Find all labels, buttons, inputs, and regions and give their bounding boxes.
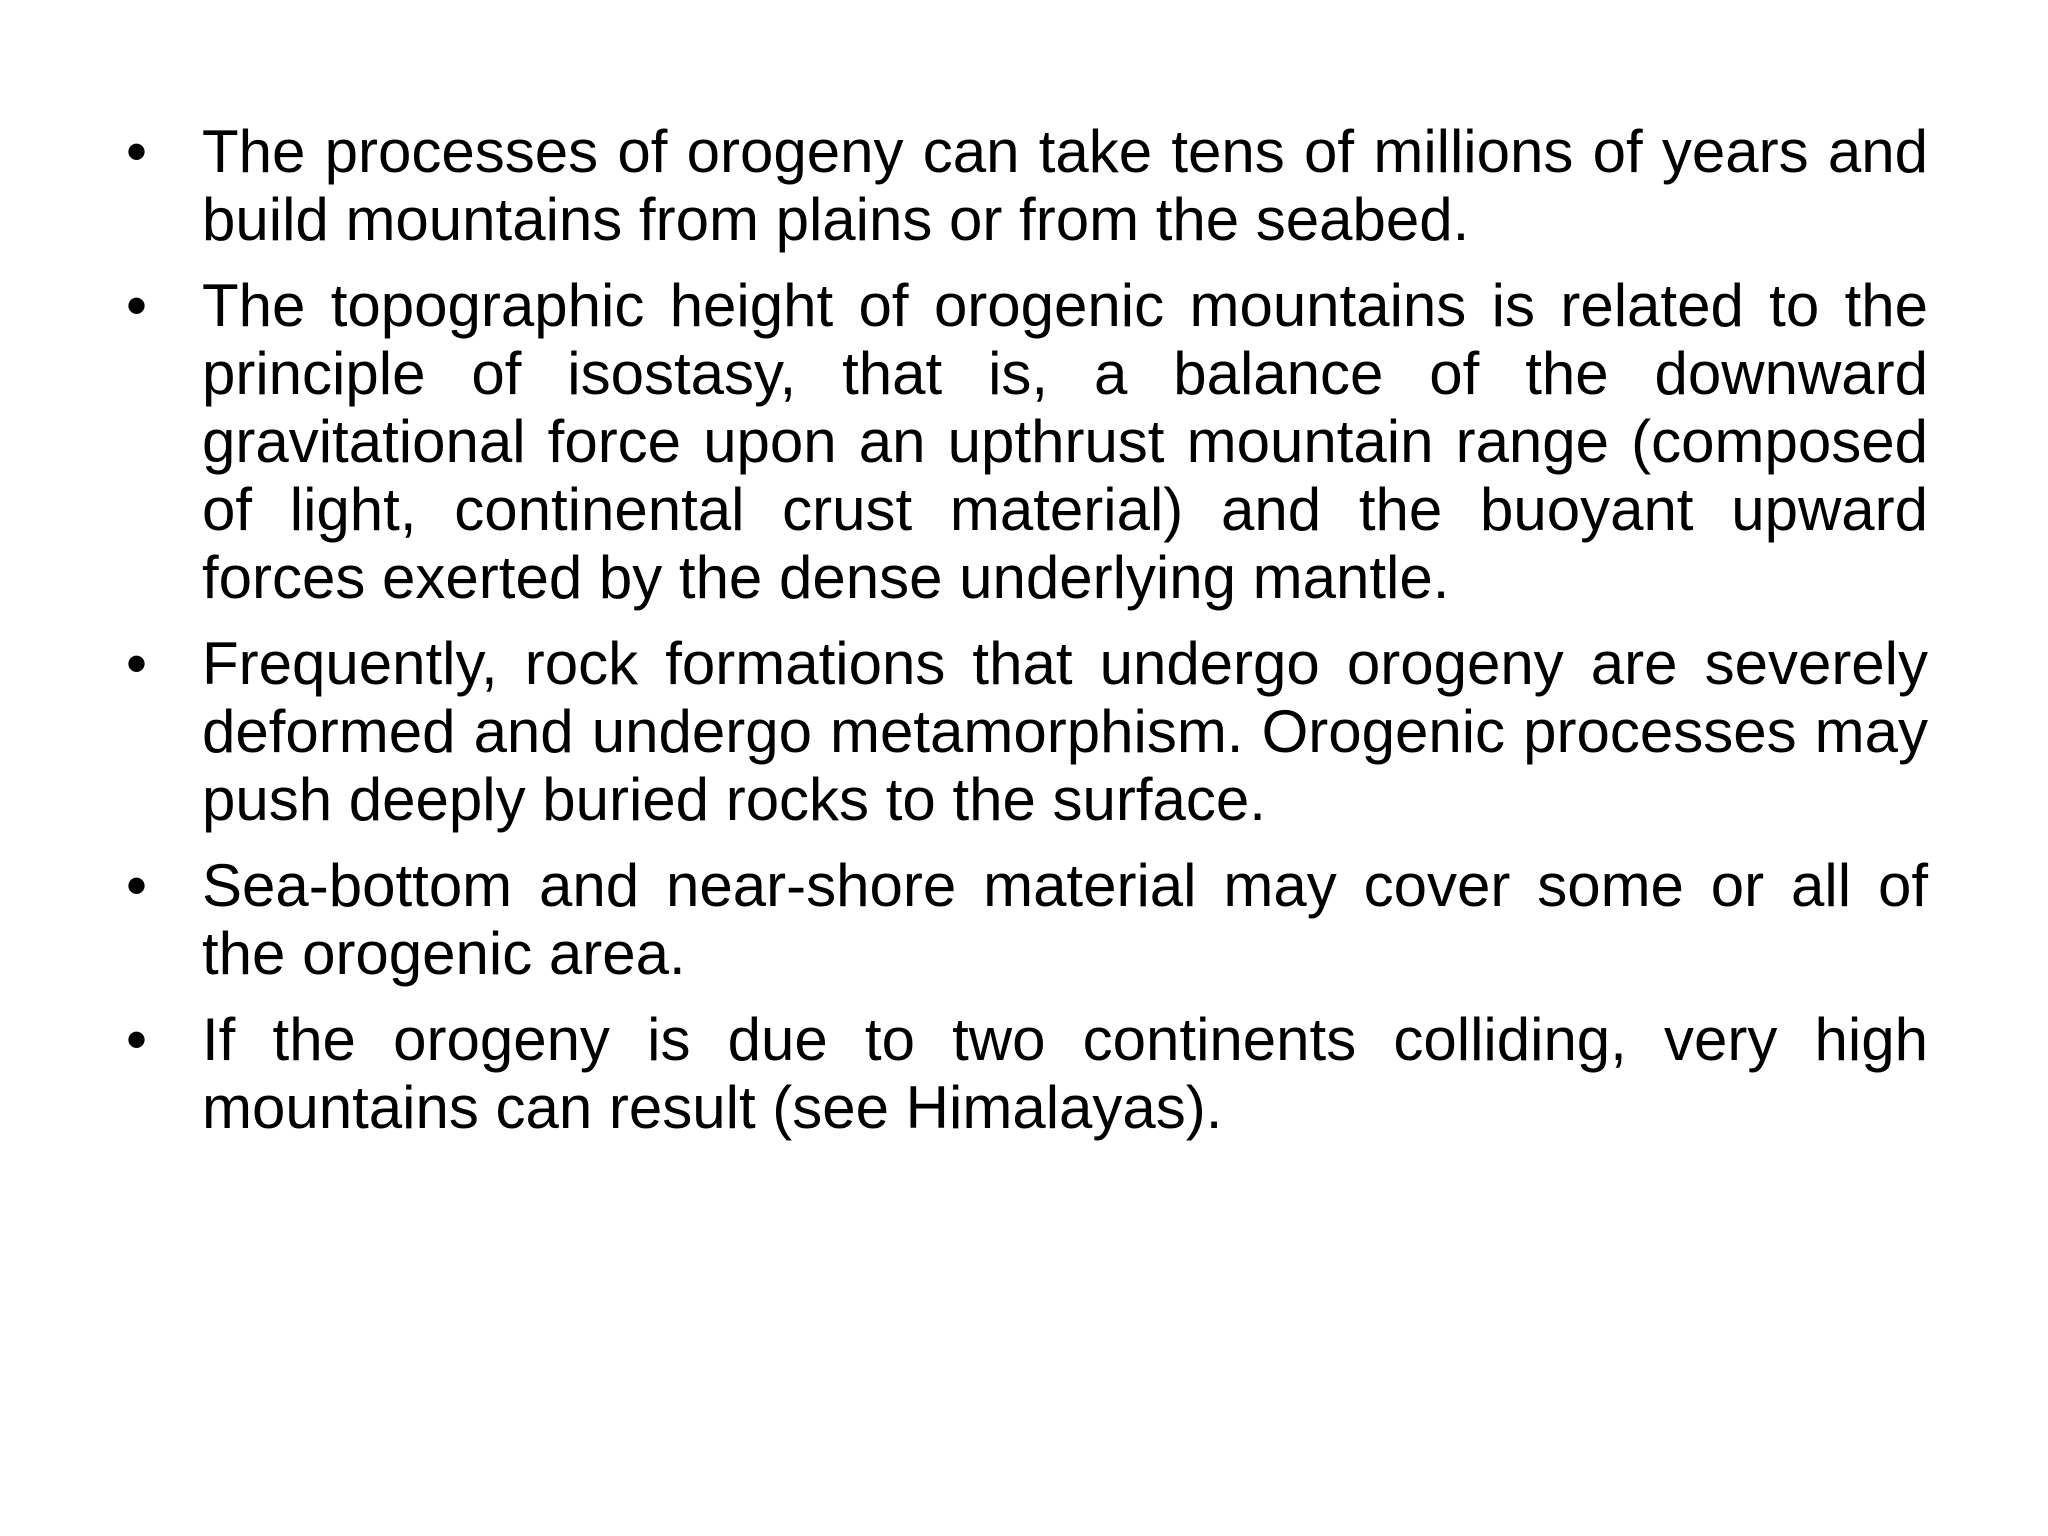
bullet-dot-icon: •	[126, 118, 148, 185]
bullet-item-1	[120, 118, 1928, 254]
bullet-text-5: If the orogeny is due to two continents colliding, very high mountains can result (see Himalayas).	[202, 1006, 1928, 1141]
bullet-item-3	[120, 630, 1928, 834]
bullet-dot-icon: •	[126, 852, 148, 919]
bullet-text-1: The processes of orogeny can take tens of millions of years and build mountains from plains or from the seabed.	[202, 118, 1928, 253]
bullet-dot-icon: •	[126, 630, 148, 697]
bullet-item-4	[120, 852, 1928, 988]
bullet-list	[120, 118, 1928, 1160]
bullet-dot-icon: •	[126, 272, 148, 339]
bullet-item-2	[120, 272, 1928, 612]
bullet-text-4: Sea-bottom and near-shore material may cover some or all of the orogenic area.	[202, 852, 1928, 987]
bullet-item-5	[120, 1006, 1928, 1142]
bullet-dot-icon: •	[126, 1006, 148, 1073]
bullet-text-2: The topographic height of orogenic mountains is related to the principle of isostasy, that is, a balance of the downward gravitational force upon an upthrust mountain range (composed of light, continental crust material) and the buoyant upward forces exerted by the dense underlying mantle.	[202, 272, 1928, 611]
bullet-text-3: Frequently, rock formations that undergo orogeny are severely deformed and undergo metamorphism. Orogenic processes may push deeply buried rocks to the surface.	[202, 630, 1928, 833]
